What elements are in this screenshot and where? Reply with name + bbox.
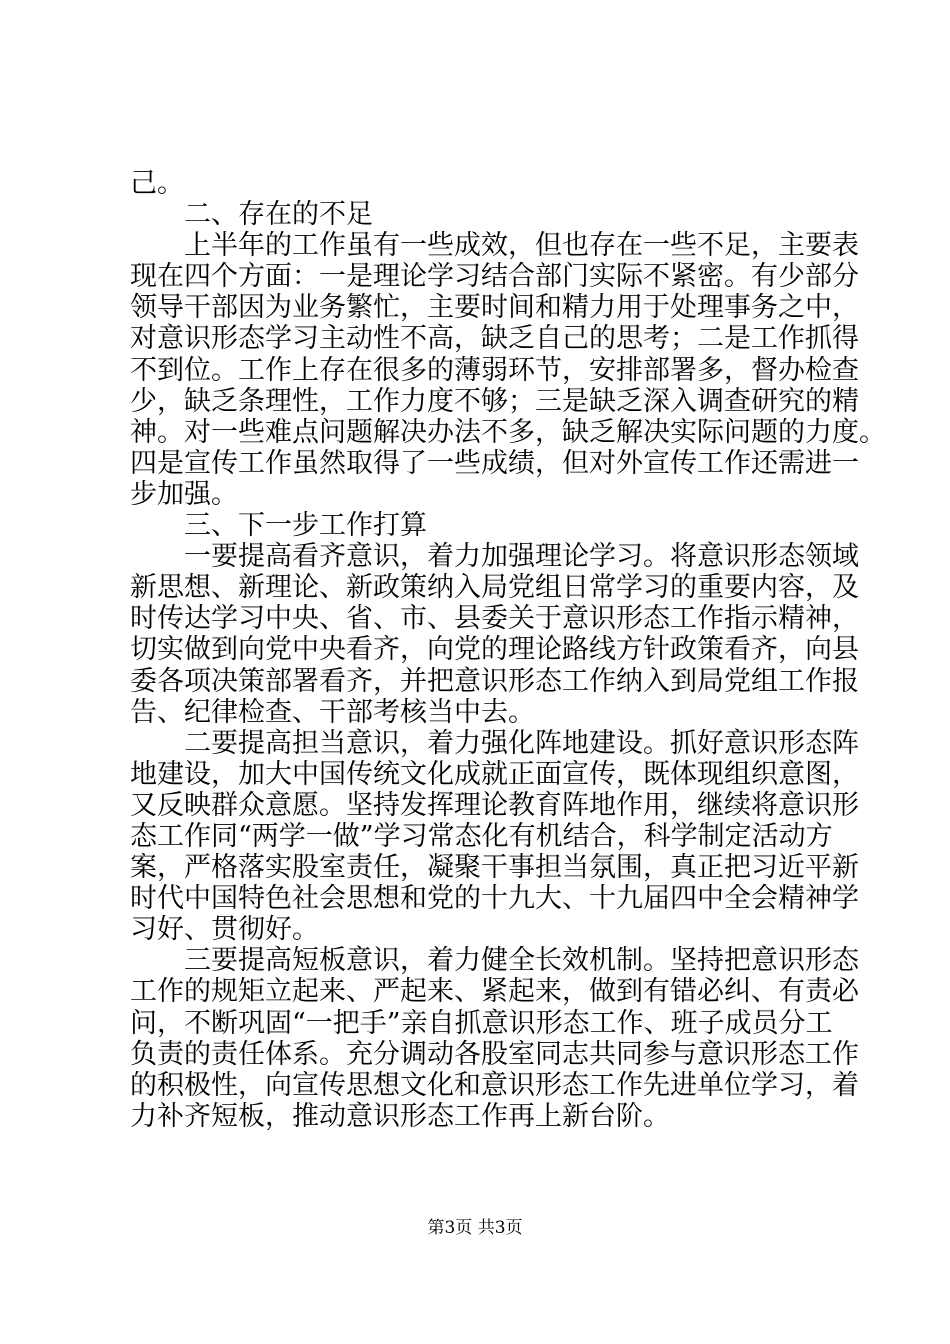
text-line: 现在四个方面：一是理论学习结合部门实际不紧密。有少部分: [130, 261, 859, 293]
text-line: 少，缺乏条理性，工作力度不够；三是缺乏深入调查研究的精: [130, 385, 859, 417]
text-line: 四是宣传工作虽然取得了一些成绩，但对外宣传工作还需进一: [130, 447, 859, 479]
text-line: 又反映群众意愿。坚持发挥理论教育阵地作用，继续将意识形: [130, 789, 859, 821]
text-line: 告、纪律检查、干部考核当中去。: [130, 696, 535, 728]
text-line: 力补齐短板，推动意识形态工作再上新台阶。: [130, 1100, 670, 1132]
paragraph-start: 三要提高短板意识，着力健全长效机制。坚持把意识形态: [184, 945, 859, 977]
text-line: 态工作同“两学一做”学习常态化有机结合，科学制定活动方: [130, 820, 833, 852]
text-line: 时传达学习中央、省、市、县委关于意识形态工作指示精神，: [130, 603, 859, 635]
text-line: 的积极性，向宣传思想文化和意识形态工作先进单位学习，着: [130, 1069, 859, 1101]
section-heading: 二、存在的不足: [184, 199, 373, 231]
text-line: 切实做到向党中央看齐，向党的理论路线方针政策看齐，向县: [130, 634, 859, 666]
text-line: 步加强。: [130, 478, 238, 510]
section-heading: 三、下一步工作打算: [184, 510, 427, 542]
paragraph-start: 一要提高看齐意识，着力加强理论学习。将意识形态领域: [184, 541, 859, 573]
text-line: 领导干部因为业务繁忙，主要时间和精力用于处理事务之中，: [130, 292, 859, 324]
text-line: 委各项决策部署看齐，并把意识形态工作纳入到局党组工作报: [130, 665, 859, 697]
text-line: 地建设，加大中国传统文化成就正面宣传，既体现组织意图，: [130, 758, 859, 790]
text-line: 负责的责任体系。充分调动各股室同志共同参与意识形态工作: [130, 1038, 859, 1070]
text-line: 案，严格落实股室责任，凝聚干事担当氛围，真正把习近平新: [130, 852, 859, 884]
paragraph-start: 上半年的工作虽有一些成效，但也存在一些不足，主要表: [184, 230, 859, 262]
text-line: 工作的规矩立起来、严起来、紧起来，做到有错必纠、有责必: [130, 976, 859, 1008]
document-body: [130, 168, 886, 1132]
text-line: 对意识形态学习主动性不高，缺乏自己的思考；二是工作抓得: [130, 323, 859, 355]
text-line: 神。对一些难点问题解决办法不多，缺乏解决实际问题的力度。: [130, 416, 886, 448]
text-line: 问，不断巩固“一把手”亲自抓意识形态工作、班子成员分工: [130, 1007, 833, 1039]
text-line: 不到位。工作上存在很多的薄弱环节，安排部署多，督办检查: [130, 354, 859, 386]
text-line: 新思想、新理论、新政策纳入局党组日常学习的重要内容，及: [130, 572, 859, 604]
page-number-footer: 第3页 共3页: [427, 1218, 523, 1238]
text-line: 己。: [130, 168, 184, 199]
paragraph-start: 二要提高担当意识，着力强化阵地建设。抓好意识形态阵: [184, 727, 859, 759]
text-line: 习好、贯彻好。: [130, 914, 319, 946]
text-line: 时代中国特色社会思想和党的十九大、十九届四中全会精神学: [130, 883, 859, 915]
